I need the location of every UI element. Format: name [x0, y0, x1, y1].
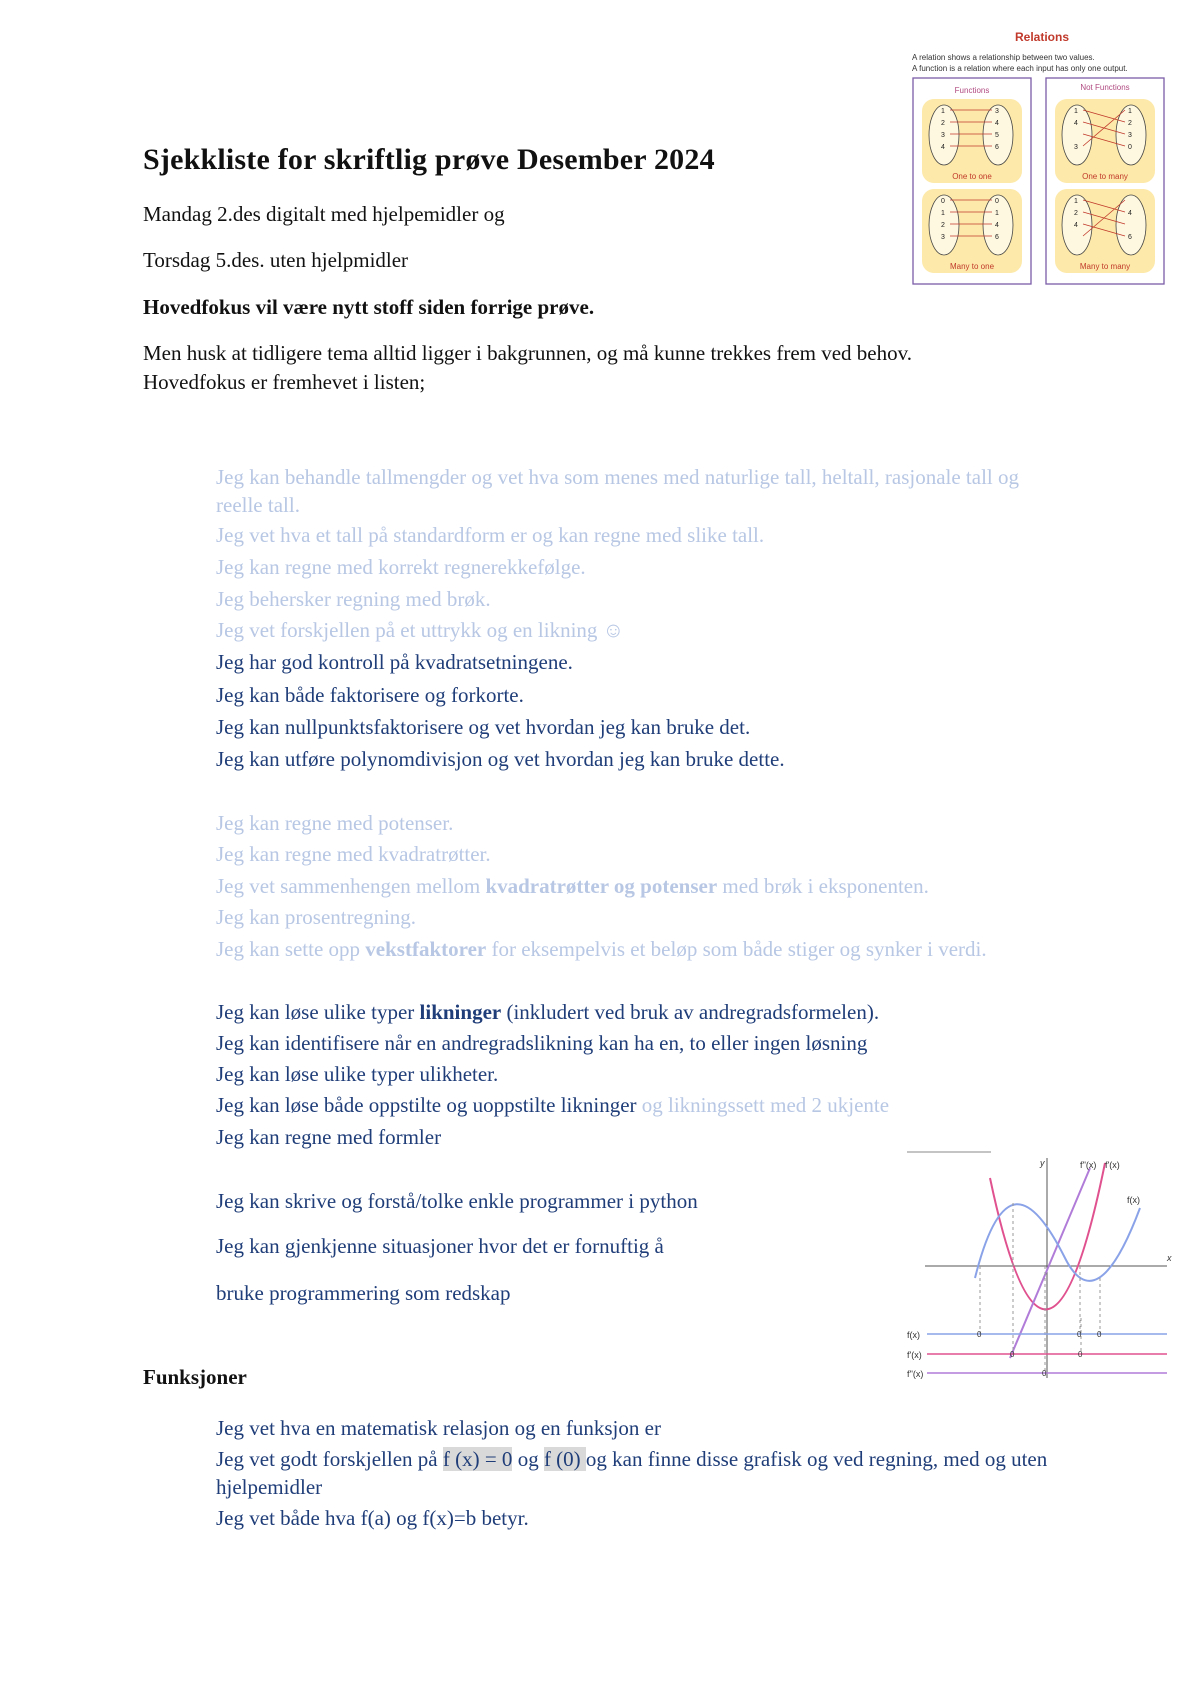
checkbox-icon[interactable] [180, 1187, 216, 1215]
checkbox-icon[interactable] [180, 648, 216, 676]
item-text [216, 681, 1060, 709]
checklist-item[interactable] [180, 553, 1060, 581]
relation-value: 1 [941, 108, 945, 115]
relation-value: 1 [995, 210, 999, 217]
item-text-b: likninger [419, 1000, 502, 1024]
relation-value: 3 [1128, 132, 1132, 139]
item-text [216, 840, 1060, 868]
zero-mark: 0 [1078, 1350, 1083, 1359]
relation-panel [1055, 99, 1155, 183]
relation-value: 4 [1128, 210, 1132, 217]
item-text-pre: Jeg vet godt forskjellen på [216, 1447, 443, 1471]
item-text-pre: Jeg har god kontroll på kvadratsetningene. [216, 650, 573, 674]
label-f: f(x) [1127, 1195, 1140, 1205]
item-text [216, 1414, 1060, 1442]
section-heading-funksjoner: Funksjoner [143, 1365, 247, 1389]
focus-statement: Hovedfokus vil være nytt stoff siden forrige prøve. [143, 295, 595, 319]
item-text-pre: Jeg kan både faktorisere og forkorte. [216, 683, 524, 707]
relation-value: 2 [1074, 210, 1078, 217]
relation-value: 0 [1128, 144, 1132, 151]
item-text-b: kvadratrøtter og potenser [485, 874, 718, 898]
checkbox-icon[interactable] [180, 935, 216, 963]
python-sub-line-1: Jeg kan gjenkjenne situasjoner hvor det er fornuftig å [216, 1234, 664, 1258]
relation-value: 6 [995, 144, 999, 151]
relation-value: 3 [995, 108, 999, 115]
item-text-pre: Jeg kan identifisere når en andregradslikning kan ha en, to eller ingen løsning [216, 1031, 868, 1055]
relation-panel-label: One to many [1082, 172, 1128, 181]
checkbox-icon[interactable] [180, 1060, 216, 1088]
item-text-pre: Jeg kan regne med formler [216, 1125, 442, 1149]
relation-value: 0 [995, 198, 999, 205]
item-text [216, 903, 1060, 931]
item-text-pre: Jeg vet både hva f(a) og f(x)=b betyr. [216, 1506, 529, 1530]
row-label-f: f(x) [907, 1330, 920, 1340]
item-text [216, 1504, 1060, 1532]
checklist-item[interactable] [180, 745, 1060, 773]
item-text-pre: Jeg vet sammenhengen mellom [216, 874, 486, 898]
checkbox-icon[interactable] [180, 840, 216, 868]
checkbox-icon[interactable] [180, 809, 216, 837]
item-text-pre: Jeg kan løse ulike typer ulikheter. [216, 1062, 499, 1086]
checkbox-icon[interactable] [180, 1445, 216, 1501]
relation-value: 4 [941, 144, 945, 151]
relation-panel-label: One to one [952, 172, 992, 181]
relation-value: 3 [941, 132, 945, 139]
exam-line-monday: Mandag 2.des digitalt med hjelpemidler og [143, 202, 505, 226]
note-line-2: Hovedfokus er fremhevet i listen; [143, 370, 426, 394]
note-line-1: Men husk at tidligere tema alltid ligger i bakgrunnen, og må kunne trekkes frem ved behov. [143, 341, 913, 365]
item-text-hl1: f (x) = 0 [442, 1447, 513, 1471]
item-text-post: for eksempelvis et beløp som både stiger og synker i verdi. [486, 937, 987, 961]
relation-value: 1 [1074, 198, 1078, 205]
y-axis-label: y [1040, 1158, 1045, 1168]
item-text: Jeg kan skrive og forstå/tolke enkle programmer i python [216, 1189, 698, 1213]
zero-mark: 0 [1010, 1350, 1015, 1359]
checklist-item[interactable] [180, 872, 1060, 900]
item-text [216, 553, 1060, 581]
item-text-faded-post: og likningssett med 2 ukjente [636, 1093, 890, 1117]
checklist-item[interactable] [180, 1504, 1060, 1532]
item-text-post: med brøk i eksponenten. [717, 874, 929, 898]
item-text-pre: Jeg kan behandle tallmengder og vet hva som menes med naturlige tall, heltall, rasjonale tall og reelle tall. [216, 465, 1020, 517]
checklist-item[interactable] [180, 1414, 1060, 1442]
x-axis-label: x [1167, 1253, 1172, 1263]
item-text-pre: Jeg kan prosentregning. [216, 905, 417, 929]
checkbox-icon[interactable] [180, 585, 216, 613]
label-fpp: f''(x) [1080, 1160, 1097, 1170]
item-text [216, 1445, 1060, 1501]
relation-value: 1 [941, 210, 945, 217]
item-text [216, 872, 1060, 900]
item-text-hl2: f (0) [543, 1447, 586, 1471]
item-text [216, 745, 1060, 773]
item-text-pre: Jeg behersker regning med brøk. [216, 587, 491, 611]
item-text-b: vekstfaktorer [365, 937, 487, 961]
checkbox-icon[interactable] [180, 553, 216, 581]
checklist-item[interactable] [180, 681, 1060, 709]
item-text [216, 1123, 1060, 1151]
relation-panel [922, 189, 1022, 273]
checklist-item[interactable] [180, 903, 1060, 931]
relation-panel-label: Many to many [1079, 262, 1131, 271]
checklist-item[interactable] [180, 616, 1060, 644]
item-text-pre: Jeg kan regne med kvadratrøtter. [216, 842, 491, 866]
item-text-pre: Jeg vet forskjellen på et uttrykk og en likning ☺ [216, 618, 625, 642]
zero-mark: 0 [977, 1330, 982, 1339]
checkbox-icon[interactable] [180, 1029, 216, 1057]
relation-panel-label: Many to one [949, 262, 995, 271]
checkbox-icon[interactable] [180, 521, 216, 549]
not-functions-header: Not Functions [1080, 83, 1130, 92]
relations-title: Relations [1014, 30, 1070, 44]
item-text-pre: Jeg vet hva en matematisk relasjon og en funksjon er [216, 1416, 661, 1440]
relation-panel [922, 99, 1022, 183]
checkbox-icon[interactable] [180, 1123, 216, 1151]
python-sub-line-2: bruke programmering som redskap [216, 1281, 511, 1305]
item-text [216, 521, 1060, 549]
checklist-item[interactable] [180, 648, 1060, 676]
relation-value: 3 [941, 234, 945, 241]
relations-desc-1: A relation shows a relationship between two values. [912, 53, 1095, 62]
checklist-item[interactable] [180, 840, 1060, 868]
item-text [216, 809, 1060, 837]
checkbox-icon[interactable] [180, 1091, 216, 1119]
checkbox-icon[interactable] [180, 713, 216, 741]
zero-mark: 0 [1077, 1330, 1082, 1339]
relation-value: 5 [995, 132, 999, 139]
checklist-item[interactable] [180, 585, 1060, 613]
relation-value: 2 [941, 120, 945, 127]
checklist-item[interactable] [180, 713, 1060, 741]
checkbox-icon[interactable] [180, 463, 216, 519]
item-text-pre: Jeg kan utføre polynomdivisjon og vet hvordan jeg kan bruke dette. [216, 747, 785, 771]
checklist-item[interactable] [180, 998, 1060, 1026]
relation-value: 1 [1074, 108, 1078, 115]
relation-value: 4 [1074, 120, 1078, 127]
relation-value: 6 [995, 234, 999, 241]
item-text-pre: Jeg vet hva et tall på standardform er og kan regne med slike tall. [216, 523, 765, 547]
exam-line-thursday: Torsdag 5.des. uten hjelpmidler [143, 248, 409, 272]
checkbox-icon[interactable] [180, 872, 216, 900]
relation-value: 4 [1074, 222, 1078, 229]
checklist-item[interactable] [180, 935, 1060, 963]
item-text-pre: Jeg kan regne med potenser. [216, 811, 454, 835]
checkbox-icon[interactable] [180, 998, 216, 1026]
item-text [216, 585, 1060, 613]
checklist-item[interactable] [180, 1060, 1060, 1088]
checklist-item[interactable] [180, 463, 1060, 519]
checklist-item[interactable] [180, 1029, 1060, 1057]
functions-header: Functions [954, 86, 990, 95]
item-text [216, 1091, 1060, 1119]
zero-mark: 0 [1042, 1369, 1047, 1378]
item-text-mid: og [512, 1447, 544, 1471]
item-text-post: og kan finne disse grafisk og ved regning, med og uten hjelpemidler [216, 1447, 1048, 1499]
checkbox-icon[interactable] [180, 1504, 216, 1532]
checklist-item[interactable] [180, 809, 1060, 837]
item-text-pre: Jeg kan løse ulike typer [216, 1000, 420, 1024]
relations-desc-2: A function is a relation where each input has only one output. [912, 64, 1128, 73]
relation-value: 4 [995, 222, 999, 229]
item-text-pre: Jeg kan sette opp [216, 937, 366, 961]
item-text-pre: Jeg kan regne med korrekt regnerekkefølge. [216, 555, 586, 579]
checklist-item[interactable] [180, 1123, 1060, 1151]
item-text [216, 1029, 1060, 1057]
relation-panel [1055, 189, 1155, 273]
relation-value: 2 [941, 222, 945, 229]
item-text-post: (inkludert ved bruk av andregradsformelen). [501, 1000, 880, 1024]
row-label-fpp: f''(x) [907, 1369, 924, 1379]
item-text-pre: Jeg kan løse både oppstilte og uoppstilte likninger [216, 1093, 637, 1117]
relation-value: 0 [941, 198, 945, 205]
item-text [216, 713, 1060, 741]
checkbox-icon[interactable] [180, 616, 216, 644]
checklist-item[interactable] [180, 1091, 1060, 1119]
zero-mark: 0 [1097, 1330, 1102, 1339]
item-text [216, 1060, 1060, 1088]
item-text [216, 648, 1060, 676]
checkbox-icon[interactable] [180, 681, 216, 709]
item-text-pre: Jeg kan nullpunktsfaktorisere og vet hvordan jeg kan bruke det. [216, 715, 751, 739]
item-text [216, 998, 1060, 1026]
label-fp: f'(x) [1105, 1160, 1120, 1170]
checkbox-icon[interactable] [180, 1414, 216, 1442]
item-text [216, 616, 1060, 644]
item-text [216, 463, 1060, 519]
relation-value: 6 [1128, 234, 1132, 241]
checkbox-icon[interactable] [180, 745, 216, 773]
checklist-item[interactable] [180, 1445, 1060, 1501]
function-graph-figure [905, 1148, 1175, 1393]
relation-value: 1 [1128, 108, 1132, 115]
row-label-fp: f'(x) [907, 1350, 922, 1360]
relation-value: 4 [995, 120, 999, 127]
checklist-item[interactable] [180, 521, 1060, 549]
relations-figure [910, 27, 1175, 287]
page-title: Sjekkliste for skriftlig prøve Desember 2024 [143, 143, 715, 176]
item-text [216, 935, 1060, 963]
checkbox-icon[interactable] [180, 903, 216, 931]
relation-value: 3 [1074, 144, 1078, 151]
relation-value: 2 [1128, 120, 1132, 127]
